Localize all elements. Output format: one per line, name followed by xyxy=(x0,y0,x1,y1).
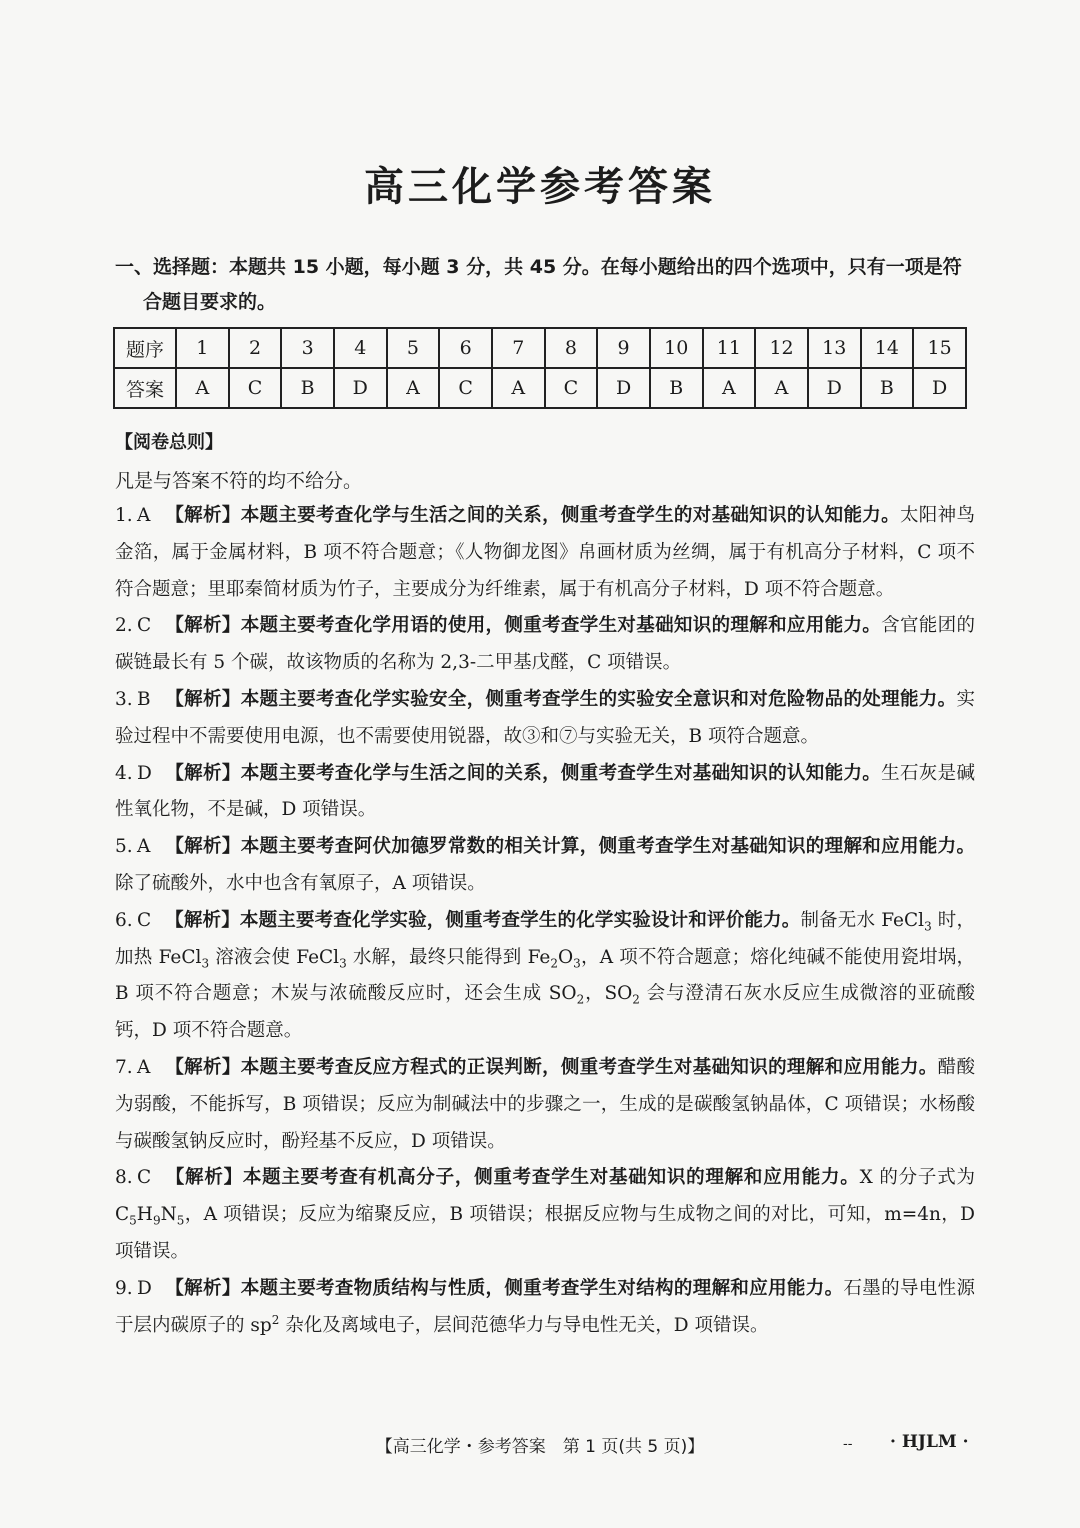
formula-index: 2 xyxy=(576,993,585,1008)
question-answer: C xyxy=(137,1167,152,1189)
row-label: 答案 xyxy=(114,368,176,408)
analysis-body: 实验过程中不需要使用电源，也不需要使用锐器，故③和⑦与实验无关，B 项符合题意。 xyxy=(115,688,975,747)
row-label: 题序 xyxy=(114,328,176,368)
analysis-body: 生石灰是碱性氧化物，不是碱，D 项错误。 xyxy=(115,762,975,821)
explanation-item xyxy=(115,903,975,1050)
question-number-cell: 7 xyxy=(492,328,545,368)
answer-table xyxy=(113,327,967,409)
analysis-text: 会与澄清石灰水反应生成微溶的亚硫酸钙，D 项不符合题意。 xyxy=(115,983,976,1042)
question-number: 2. xyxy=(115,615,133,637)
analysis-text: H xyxy=(136,1204,153,1226)
explanation-item xyxy=(115,756,975,830)
answer-cell: D xyxy=(334,368,387,408)
question-number: 4. xyxy=(115,762,133,784)
formula-index: 3 xyxy=(201,956,210,971)
analysis-lead: 本题主要考查化学实验安全，侧重考查学生的实验安全意识和对危险物品的处理能力。 xyxy=(240,688,957,710)
question-number: 6. xyxy=(115,909,133,931)
analysis-lead: 本题主要考查有机高分子，侧重考查学生对基础知识的理解和应用能力。 xyxy=(242,1167,860,1189)
question-number: 9. xyxy=(115,1277,133,1299)
question-number-cell: 5 xyxy=(387,328,440,368)
question-number: 8. xyxy=(115,1167,133,1189)
question-number-cell: 3 xyxy=(281,328,334,368)
analysis-lead: 本题主要考查化学与生活之间的关系，侧重考查学生的对基础知识的认知能力。 xyxy=(240,505,900,526)
formula-index: 3 xyxy=(339,956,347,971)
section-heading xyxy=(115,250,975,320)
question-number-cell: 1 xyxy=(176,328,229,368)
analysis-text: ，A 项不符合题意；熔化纯碱不能使用瓷坩埚，B 项不符合题意；木炭与浓硫酸反应时，还会生成 SO xyxy=(115,946,975,1005)
analysis-text: 石墨的导电性源于层内碳原子的 sp xyxy=(115,1277,975,1336)
analysis-text: 溶液会使 FeCl xyxy=(209,946,340,968)
question-answer: D xyxy=(137,1277,152,1299)
analysis-lead: 本题主要考查化学用语的使用，侧重考查学生对基础知识的理解和应用能力。 xyxy=(240,615,882,637)
question-number-cell: 12 xyxy=(755,328,808,368)
answer-row xyxy=(114,368,966,408)
page-title: 高三化学参考答案 xyxy=(364,164,716,210)
analysis-body: 太阳神鸟金箔，属于金属材料，B 项不符合题意；《人物御龙图》帛画材质为丝绸，属于有机高分子材料，C 项不符合题意；里耶秦简材质为竹子，主要成分为纤维素，属于有机高分子材料，D 项不符合题意。 xyxy=(115,505,975,600)
analysis-tag: 【解析】 xyxy=(165,1167,243,1189)
grading-rules-title: 【阅卷总则】 xyxy=(115,432,223,453)
grading-rules-text: 凡是与答案不符的均不给分。 xyxy=(115,470,363,492)
formula-index: 3 xyxy=(924,919,932,934)
formula-index: 3 xyxy=(573,956,581,971)
answer-cell: A xyxy=(755,368,808,408)
analysis-tag: 【解析】 xyxy=(165,688,241,710)
question-number: 3. xyxy=(115,688,133,710)
question-answer: D xyxy=(137,762,152,784)
analysis-body: 醋酸为弱酸，不能拆写，B 项错误；反应为制碱法中的步骤之一，生成的是碳酸氢钠晶体，C 项错误；水杨酸与碳酸氢钠反应时，酚羟基不反应，D 项错误。 xyxy=(115,1056,975,1152)
formula-index: 2 xyxy=(271,1312,280,1327)
question-number-cell: 11 xyxy=(703,328,756,368)
explanation-item xyxy=(115,829,975,903)
question-number-cell: 4 xyxy=(334,328,387,368)
question-number-cell: 8 xyxy=(545,328,598,368)
question-number-cell: 10 xyxy=(650,328,703,368)
question-number-cell: 2 xyxy=(229,328,282,368)
question-number-cell: 6 xyxy=(439,328,492,368)
analysis-body: 除了硫酸外，水中也含有氧原子，A 项错误。 xyxy=(115,872,486,894)
formula-index: 9 xyxy=(152,1213,161,1228)
analysis-lead: 本题主要考查物质结构与性质，侧重考查学生对结构的理解和应用能力。 xyxy=(240,1277,844,1299)
question-number-cell: 15 xyxy=(913,328,966,368)
analysis-text: ，A 项错误；反应为缩聚反应，B 项错误；根据反应物与生成物之间的对比，可知，m=4n，D 项错误。 xyxy=(115,1204,975,1262)
footer-page-info: 【高三化学・参考答案 第 1 页(共 5 页)】 xyxy=(375,1437,705,1457)
explanation-item xyxy=(115,682,975,756)
explanations-list xyxy=(115,498,975,1344)
analysis-text: N xyxy=(160,1204,177,1226)
question-number-cell: 14 xyxy=(861,328,914,368)
question-number-row xyxy=(114,328,966,368)
analysis-tag: 【解析】 xyxy=(165,615,241,637)
answer-cell: C xyxy=(545,368,598,408)
answer-cell: B xyxy=(650,368,703,408)
question-answer: B xyxy=(137,688,151,710)
analysis-tag: 【解析】 xyxy=(165,505,241,526)
analysis-tag: 【解析】 xyxy=(165,909,240,931)
question-answer: A xyxy=(137,836,151,858)
footer-mark: -- xyxy=(843,1436,853,1452)
analysis-body: 含官能团的碳链最长有 5 个碳，故该物质的名称为 2,3-二甲基戊醛，C 项错误。 xyxy=(115,615,975,674)
analysis-text: 时，加热 FeCl xyxy=(115,909,975,968)
analysis-lead: 本题主要考查阿伏加德罗常数的相关计算，侧重考查学生对基础知识的理解和应用能力。 xyxy=(240,836,975,858)
analysis-tag: 【解析】 xyxy=(165,1056,241,1078)
question-answer: C xyxy=(137,615,152,637)
explanation-item xyxy=(115,1271,975,1345)
analysis-text: O xyxy=(558,946,574,968)
question-answer: C xyxy=(137,909,152,931)
analysis-text: 杂化及离域电子，层间范德华力与导电性无关，D 项错误。 xyxy=(279,1314,769,1336)
analysis-text: X 的分子式为 C xyxy=(115,1167,975,1226)
answer-cell: D xyxy=(913,368,966,408)
answer-cell: A xyxy=(387,368,440,408)
formula-index: 5 xyxy=(129,1213,137,1228)
question-answer: A xyxy=(137,1056,151,1078)
answer-cell: A xyxy=(492,368,545,408)
explanation-item xyxy=(115,498,975,608)
formula-index: 5 xyxy=(176,1213,185,1228)
footer-code: · HJLM · xyxy=(890,1432,969,1452)
analysis-text: 水解，最终只能得到 Fe xyxy=(346,946,551,968)
section-heading-line2: 合题目要求的。 xyxy=(143,291,277,313)
answer-cell: B xyxy=(861,368,914,408)
answer-cell: D xyxy=(808,368,861,408)
explanation-item xyxy=(115,1050,975,1160)
analysis-lead: 本题主要考查化学与生活之间的关系，侧重考查学生对基础知识的认知能力。 xyxy=(240,762,882,784)
answer-cell: B xyxy=(281,368,334,408)
answer-cell: A xyxy=(176,368,229,408)
question-number: 1. xyxy=(115,505,133,526)
analysis-lead: 本题主要考查反应方程式的正误判断，侧重考查学生对基础知识的理解和应用能力。 xyxy=(240,1056,938,1078)
answer-cell: D xyxy=(597,368,650,408)
explanation-item xyxy=(115,608,975,682)
answer-cell: A xyxy=(703,368,756,408)
question-number: 7. xyxy=(115,1056,133,1078)
formula-index: 2 xyxy=(550,956,558,971)
section-heading-line1: 一、选择题：本题共 15 小题，每小题 3 分，共 45 分。在每小题给出的四个选项中，只有一项是符 xyxy=(115,256,962,278)
analysis-text: ，SO xyxy=(584,983,633,1005)
analysis-tag: 【解析】 xyxy=(165,762,241,784)
explanation-item xyxy=(115,1160,975,1270)
answer-cell: C xyxy=(439,368,492,408)
analysis-lead: 本题主要考查化学实验，侧重考查学生的化学实验设计和评价能力。 xyxy=(239,909,801,931)
analysis-tag: 【解析】 xyxy=(165,1277,241,1299)
formula-index: 2 xyxy=(632,993,640,1008)
answer-cell: C xyxy=(229,368,282,408)
question-number: 5. xyxy=(115,836,133,858)
question-number-cell: 9 xyxy=(597,328,650,368)
question-number-cell: 13 xyxy=(808,328,861,368)
question-answer: A xyxy=(137,505,151,526)
analysis-text: 制备无水 FeCl xyxy=(800,909,925,931)
analysis-tag: 【解析】 xyxy=(165,836,241,858)
